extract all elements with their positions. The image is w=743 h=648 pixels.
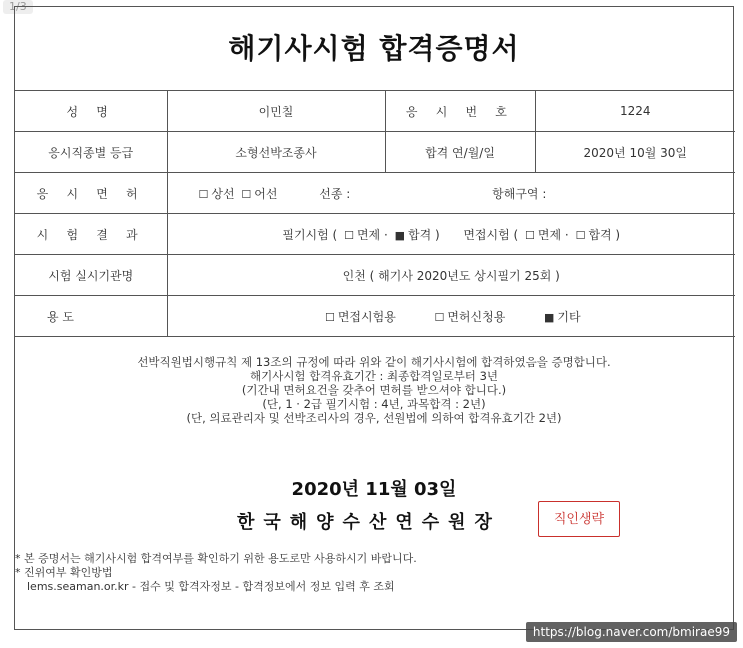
purpose-other: 기타	[557, 309, 581, 324]
checkbox-empty-icon: ☐	[575, 228, 586, 242]
checkbox-empty-icon: ☐	[241, 187, 252, 201]
checkbox-filled-icon: ■	[394, 228, 405, 242]
note-line: 해기사시험 합격유효기간 : 최종합격일로부터 3년	[250, 369, 498, 383]
footnote-line: lems.seaman.or.kr - 접수 및 합격자정보 - 합격정보에서 정보 입력 후 조회	[27, 580, 395, 593]
institution-value: 인천 ( 해기사 2020년도 상시필기 25회 )	[167, 255, 735, 296]
license-options	[167, 173, 735, 214]
note-line: (기간내 면허요건을 갖추어 면허를 받으셔야 합니다.)	[241, 383, 507, 397]
document-title: 해기사시험 합격증명서	[15, 7, 733, 91]
exam-no-value: 1224	[535, 91, 735, 132]
purpose-label: 용 도	[47, 309, 74, 324]
seal-stamp: 직인생략	[538, 501, 620, 537]
checkbox-empty-icon: ☐	[324, 310, 335, 324]
blog-watermark: https://blog.naver.com/bmirae99	[526, 622, 737, 642]
license-opt-merchant: 상선	[211, 186, 235, 201]
ship-type-label: 선종 :	[319, 186, 351, 201]
info-table	[15, 91, 735, 337]
table-row	[15, 132, 735, 173]
institution-label: 시험 실시기관명	[15, 255, 167, 296]
checkbox-empty-icon: ☐	[198, 187, 209, 201]
interview-exempt: 면제	[537, 227, 562, 242]
category-label: 응시직종별 등급	[15, 132, 167, 173]
purpose-options	[167, 296, 735, 337]
result-options: 필기시험 ( ☐ 면제 · ■ 합격 ) 면접시험 ( ☐ 면제 · ☐ 합격 )	[167, 214, 735, 255]
issue-date: 2020년 11월 03일	[291, 479, 457, 500]
pass-date-label: 합격 연/월/일	[385, 132, 535, 173]
note-line: 선박직원법시행규칙 제 13조의 규정에 따라 위와 같이 해기사시험에 합격하였음을 증명합니다.	[137, 355, 611, 369]
license-opt-fishing: 어선	[254, 186, 278, 201]
purpose-interview: 면접시험용	[337, 309, 396, 324]
note-line: (단, 의료관리자 및 선박조리사의 경우, 선원법에 의하여 합격유효기간 2년)	[186, 411, 562, 425]
name-value: 이민칠	[167, 91, 385, 132]
license-label: 응 시 면 허	[36, 186, 145, 201]
nav-area-label: 항해구역 :	[492, 186, 547, 201]
pass-date-value: 2020년 10월 30일	[535, 132, 735, 173]
table-row	[15, 255, 735, 296]
written-pass: 합격 )	[408, 227, 440, 242]
footnote-line: * 본 증명서는 해기사시험 합격여부를 확인하기 위한 용도로만 사용하시기 바랍니다.	[15, 552, 417, 565]
interview-pass: 합격 )	[588, 227, 621, 242]
certificate-document	[14, 6, 734, 630]
certificate-notes	[15, 355, 733, 425]
checkbox-filled-icon: ■	[543, 310, 555, 324]
table-row	[15, 214, 735, 255]
page-indicator: 1/3	[3, 0, 33, 14]
result-label: 시 험 결 과	[36, 227, 145, 242]
purpose-license: 면허신청용	[447, 309, 506, 324]
checkbox-empty-icon: ☐	[344, 228, 354, 242]
written-exam-label: 필기시험 (	[282, 227, 338, 242]
exam-no-label: 응 시 번 호	[405, 104, 515, 119]
table-row	[15, 296, 735, 337]
written-exempt: 면제	[356, 227, 381, 242]
footnotes	[15, 552, 733, 594]
category-value: 소형선박조종사	[167, 132, 385, 173]
table-row	[15, 173, 735, 214]
interview-exam-label: 면접시험 (	[463, 227, 519, 242]
name-label: 성 명	[66, 104, 116, 119]
note-line: (단, 1 · 2급 필기시험 : 4년, 과목합격 : 2년)	[262, 397, 486, 411]
table-row	[15, 91, 735, 132]
checkbox-empty-icon: ☐	[434, 310, 445, 324]
footnote-line: * 진위여부 확인방법	[15, 566, 113, 579]
issuer-name: 한국해양수산연수원장	[237, 512, 501, 533]
checkbox-empty-icon: ☐	[525, 228, 535, 242]
